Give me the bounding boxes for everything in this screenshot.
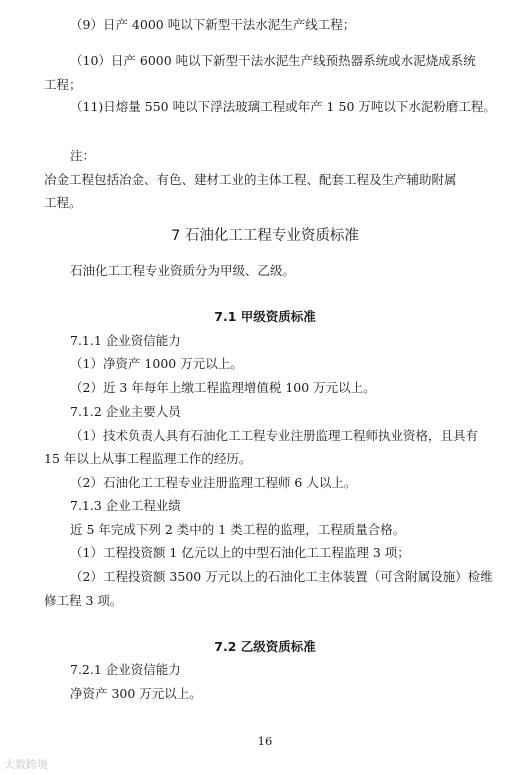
- clause-heading: 7.1.2 企业主要人员: [70, 404, 181, 419]
- list-item: （10）日产 6000 吨以下新型干法水泥生产线预热器系统或水泥烧成系统: [70, 53, 476, 68]
- clause-heading: 7.1.3 企业工程业绩: [70, 498, 181, 513]
- watermark: 大数跨境: [4, 758, 48, 771]
- list-item: （2）工程投资额 3500 万元以上的石油化工主体装置（可含附属设施）检维: [70, 569, 493, 584]
- list-item: （1）工程投资额 1 亿元以上的中型石油化工工程监理 3 项；: [70, 545, 410, 560]
- page-number: 16: [257, 734, 273, 748]
- subsection-heading: 7.1 甲级资质标准: [214, 309, 316, 324]
- paragraph: 净资产 300 万元以上。: [70, 686, 202, 701]
- list-item: （11)日熔量 550 吨以下浮法玻璃工程或年产 1 50 万吨以下水泥粉磨工程。: [70, 99, 496, 114]
- note-text: 冶金工程包括冶金、有色、建材工业的主体工程、配套工程及生产辅助附属: [44, 172, 457, 187]
- list-item: （2）近 3 年每年上缴工程监理增值税 100 万元以上。: [70, 380, 376, 395]
- list-item-continuation: 15 年以上从事工程监理工作的经历。: [44, 451, 252, 466]
- clause-heading: 7.2.1 企业资信能力: [70, 662, 181, 677]
- note-text-continuation: 工程。: [44, 195, 82, 210]
- note-label: 注：: [70, 148, 96, 163]
- paragraph: 石油化工工程专业资质分为甲级、乙级。: [70, 263, 296, 278]
- list-item: （2）石油化工工程专业注册监理工程师 6 人以上。: [70, 475, 357, 490]
- clause-heading: 7.1.1 企业资信能力: [70, 333, 181, 348]
- list-item: （1）净资产 1000 万元以上。: [70, 356, 243, 371]
- paragraph: 近 5 年完成下列 2 类中的 1 类工程的监理，工程质量合格。: [70, 522, 406, 537]
- list-item-continuation: 工程；: [44, 77, 82, 92]
- subsection-heading: 7.2 乙级资质标准: [214, 639, 316, 654]
- section-heading: 7 石油化工工程专业资质标准: [171, 228, 359, 244]
- list-item-continuation: 修工程 3 项。: [44, 593, 123, 608]
- list-item: （9）日产 4000 吨以下新型干法水泥生产线工程；: [70, 17, 356, 32]
- list-item: （1）技术负责人具有石油化工工程专业注册监理工程师执业资格，且具有: [70, 428, 478, 443]
